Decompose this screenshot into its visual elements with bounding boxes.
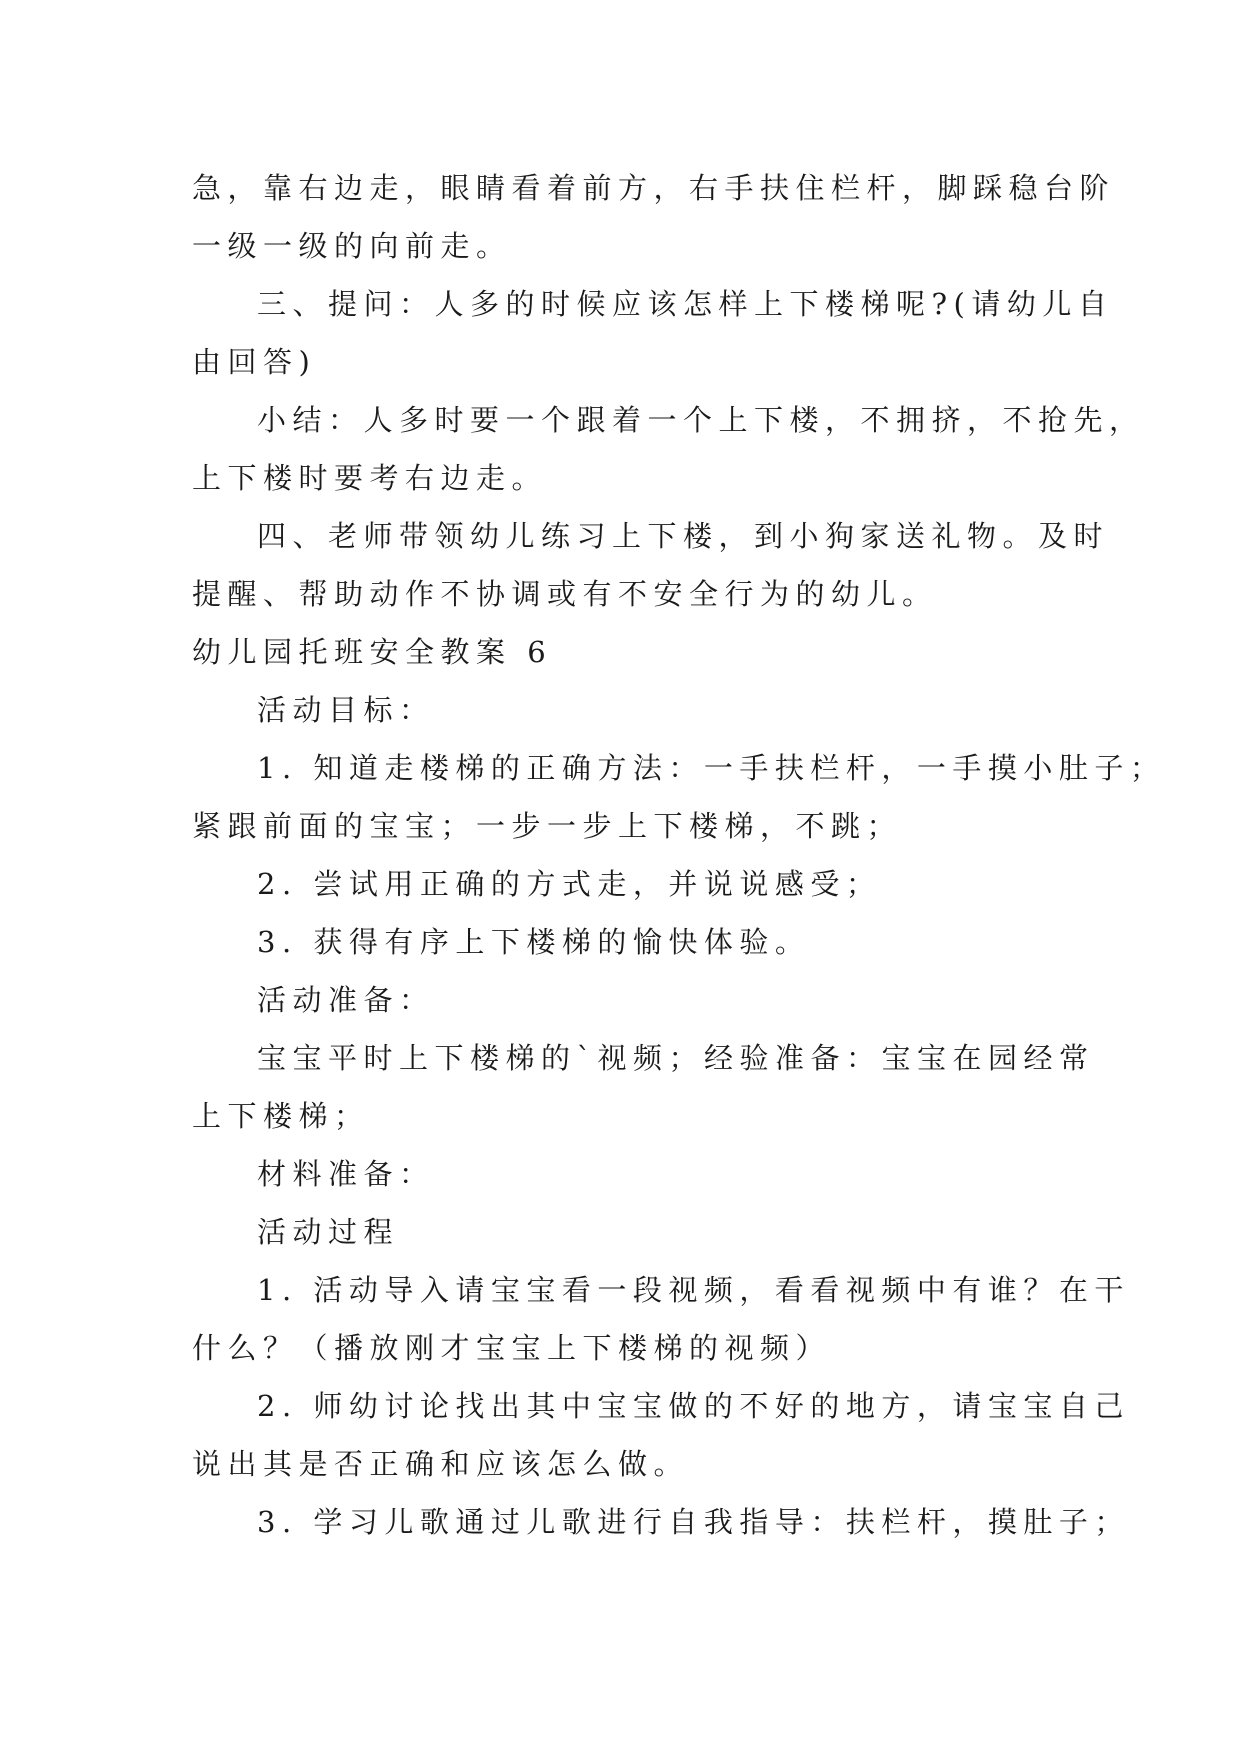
section-heading: 三、提问：人多的时候应该怎样上下楼梯呢?(请幼儿自 <box>257 287 1114 321</box>
list-item: 2. 尝试用正确的方式走，并说说感受； <box>257 867 882 901</box>
list-item: 2. 师幼讨论找出其中宝宝做的不好的地方，请宝宝自己 <box>257 1389 1130 1423</box>
summary-line: 小结：人多时要一个跟着一个上下楼，不拥挤，不抢先， <box>257 403 1145 437</box>
list-item: 3. 学习儿歌通过儿歌进行自我指导：扶栏杆，摸肚子； <box>257 1505 1130 1539</box>
list-item: 3. 获得有序上下楼梯的愉快体验。 <box>257 925 811 959</box>
section-heading: 材料准备： <box>257 1157 435 1191</box>
text-line: 提醒、帮助动作不协调或有不安全行为的幼儿。 <box>192 577 938 611</box>
text-line: 上下楼时要考右边走。 <box>192 461 548 495</box>
text-line: 宝宝平时上下楼梯的`视频；经验准备：宝宝在园经常 <box>257 1041 1095 1075</box>
text-line: 由回答) <box>192 345 317 379</box>
section-heading: 活动目标： <box>257 693 435 727</box>
text-line: 急，靠右边走，眼睛看着前方，右手扶住栏杆，脚踩稳台阶 <box>192 171 1116 205</box>
document-title: 幼儿园托班安全教案 6 <box>192 635 553 669</box>
text-line: 什么？（播放刚才宝宝上下楼梯的视频） <box>192 1331 832 1365</box>
text-line: 说出其是否正确和应该怎么做。 <box>192 1447 690 1481</box>
text-line: 上下楼梯； <box>192 1099 370 1133</box>
list-item: 1. 活动导入请宝宝看一段视频，看看视频中有谁？在干 <box>257 1273 1130 1307</box>
section-heading: 四、老师带领幼儿练习上下楼，到小狗家送礼物。及时 <box>257 519 1110 553</box>
section-heading: 活动准备： <box>257 983 435 1017</box>
text-line: 一级一级的向前走。 <box>192 229 512 263</box>
list-item: 1. 知道走楼梯的正确方法：一手扶栏杆，一手摸小肚子； <box>257 751 1166 785</box>
text-line: 紧跟前面的宝宝；一步一步上下楼梯，不跳； <box>192 809 903 843</box>
section-heading: 活动过程 <box>257 1215 400 1249</box>
